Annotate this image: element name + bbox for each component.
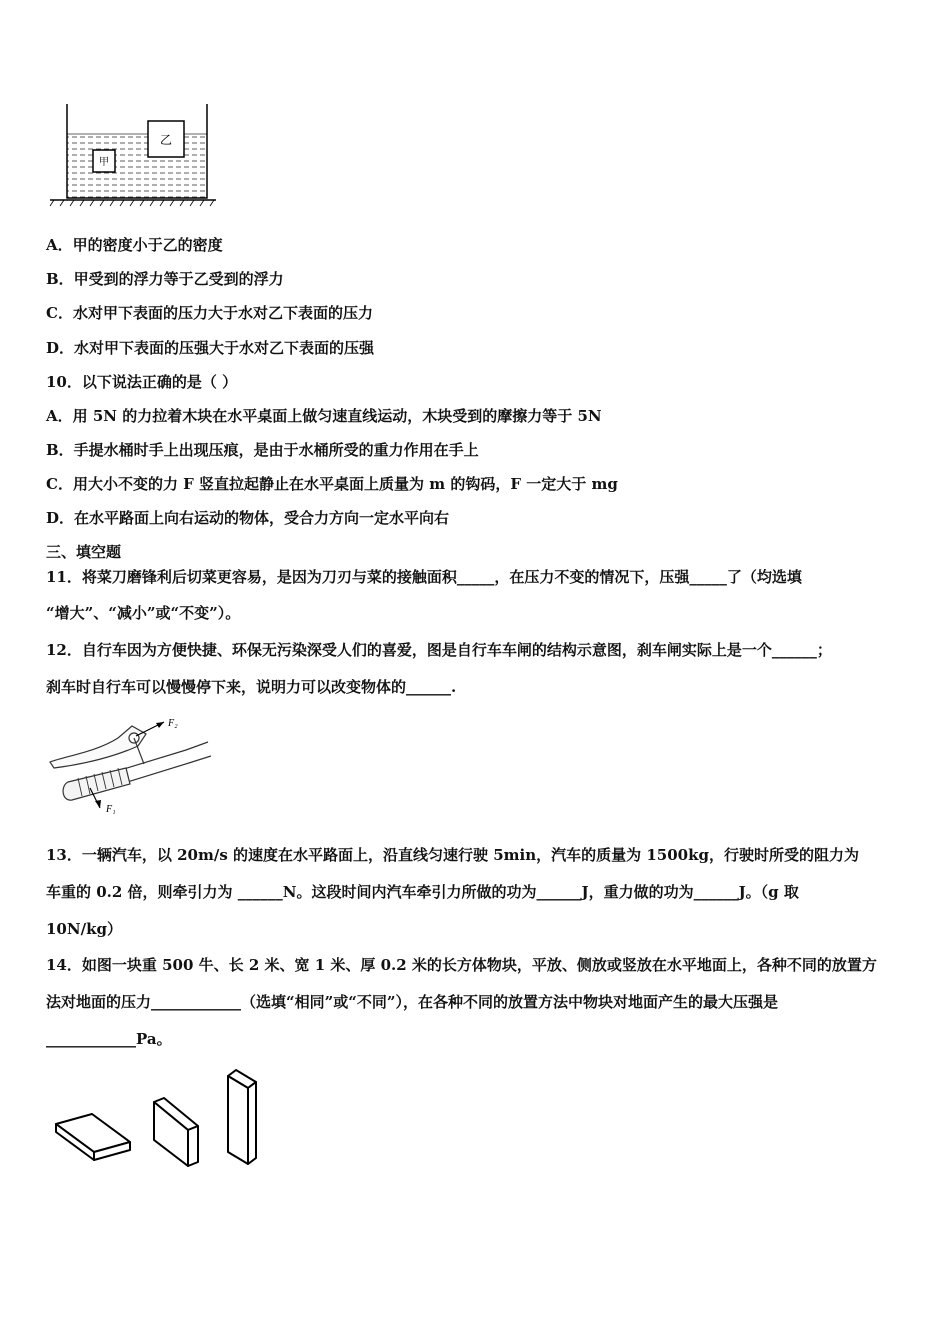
force-f1-label: F₁: [106, 804, 116, 815]
q12-line-1: 12．自行车因为方便快捷、环保无污染深受人们的喜爱，图是自行车车闸的结构示意图，刹车闸实际上是一个______；: [46, 641, 832, 659]
brake-figure: [46, 712, 216, 816]
q14-line-1: 14．如图一块重 500 牛、长 2 米、宽 1 米、厚 0.2 米的长方体物块，平放、侧放或竖放在水平地面上，各种不同的放置方: [46, 956, 877, 974]
q10-option-d: D．在水平路面上向右运动的物体，受合力方向一定水平向右: [46, 509, 450, 527]
water: [67, 134, 207, 198]
q9-option-b: B．甲受到的浮力等于乙受到的浮力: [46, 270, 284, 288]
q10-option-b: B．手提水桶时手上出现压痕，是由于水桶所受的重力作用在手上: [46, 441, 479, 459]
q10-option-c: C．用大小不变的力 F 竖直拉起静止在水平桌面上质量为 m 的钩码，F 一定大于 mg: [46, 475, 618, 493]
q9-option-c: C．水对甲下表面的压力大于水对乙下表面的压力: [46, 304, 373, 322]
q13-line-2: 车重的 0.2 倍，则牵引力为 ______N。这段时间内汽车牵引力所做的功为______J，重力做的功为______J。（g 取: [46, 883, 799, 901]
q11-line-2: “增大”、“减小”或“不变”）。: [46, 604, 241, 622]
ground-hatch: [50, 200, 214, 206]
q14-line-3: ____________Pa。: [46, 1030, 172, 1048]
q14-line-2: 法对地面的压力____________（选填“相同”或“不同”），在各种不同的放置方法中物块对地面产生的最大压强是: [46, 993, 779, 1011]
q9-option-d: D．水对甲下表面的压强大于水对乙下表面的压强: [46, 339, 375, 357]
q10-stem: 10．以下说法正确的是（ ）: [46, 373, 238, 391]
block-yi-label: 乙: [159, 133, 173, 147]
q10-option-a: A．用 5N 的力拉着木块在水平桌面上做匀速直线运动，木块受到的摩擦力等于 5N: [46, 407, 602, 425]
q9-option-a: A．甲的密度小于乙的密度: [46, 236, 223, 254]
q13-line-3: 10N/kg）: [46, 920, 122, 938]
block-jia-label: 甲: [99, 157, 109, 168]
force-f2-label: F₂: [168, 718, 178, 729]
q13-line-1: 13．一辆汽车，以 20m/s 的速度在水平路面上，沿直线匀速行驶 5min，汽车的质量为 1500kg，行驶时所受的阻力为: [46, 846, 859, 864]
blocks-figure: [50, 1062, 280, 1172]
brake-lever: [50, 726, 146, 768]
tank-figure: [48, 98, 220, 210]
q11-line-1: 11．将菜刀磨锋利后切菜更容易，是因为刀刃与菜的接触面积_____，在压力不变的情况下，压强_____了（均选填: [46, 568, 802, 586]
block-side: [154, 1098, 198, 1166]
block-upright: [228, 1070, 256, 1164]
section-title: 三、填空题: [46, 543, 122, 561]
q12-line-2: 刹车时自行车可以慢慢停下来，说明力可以改变物体的______.: [46, 678, 457, 696]
block-flat: [56, 1114, 130, 1160]
